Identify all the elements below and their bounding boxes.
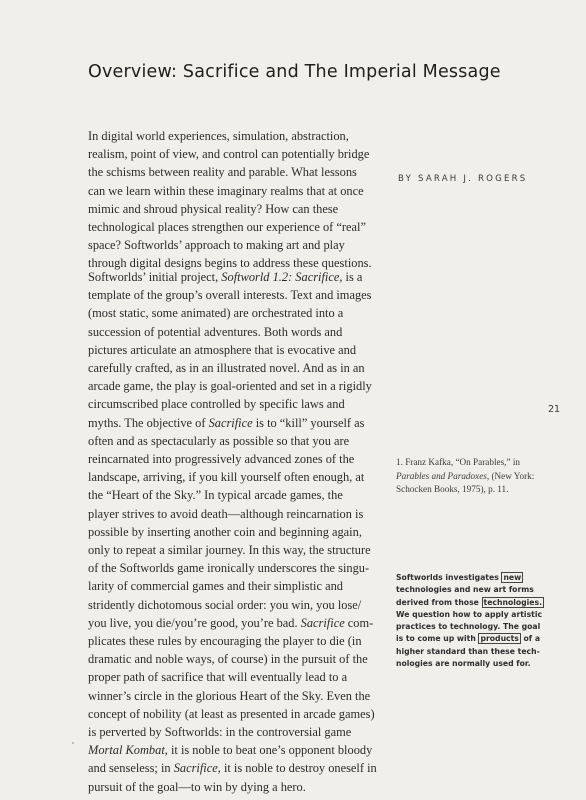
- text-line: arcade game, the play is goal-oriented and set in a rigidly: [88, 379, 372, 394]
- sidebar-line: higher standard than these tech-: [396, 646, 540, 656]
- sidebar-line: derived from those technologies.: [396, 597, 542, 607]
- text-line: myths. The objective of Sacrifice is to “kill” yourself as: [88, 415, 365, 430]
- sidebar-line: technologies and new art forms: [396, 585, 534, 595]
- text-line: stridently dichotomous social order: you win, you lose/: [88, 597, 362, 612]
- text-line: dramatic and noble ways, of course) in the pursuit of the: [88, 652, 368, 667]
- boxed-word: new: [503, 573, 522, 582]
- text-line: the “Heart of the Sky.” In typical arcade games, the: [88, 488, 343, 503]
- text-line: landscape, arriving, if you kill yourself often enough, at: [88, 470, 365, 485]
- text-line: circumscribed place controlled by specific laws and: [88, 397, 345, 412]
- sidebar-line: We question how to apply artistic: [396, 609, 543, 619]
- text-line: possible by inserting another coin and beginning again,: [88, 524, 362, 539]
- text-line: winner’s circle in the glorious Heart of the Sky. Even the: [88, 688, 371, 703]
- text-line: through digital designs begins to address these questions.: [88, 256, 372, 271]
- text-line: realism, point of view, and control can potentially bridge: [88, 147, 370, 162]
- text-line: mimic and shroud physical reality? How can these: [88, 201, 339, 216]
- sidebar-line: nologies are normally used for.: [396, 659, 531, 669]
- text-line: plicates these rules by encouraging the player to die (in: [88, 634, 362, 649]
- footnote-line: Parables and Paradoxes, (New York:: [396, 470, 535, 481]
- boxed-word: technologies.: [483, 597, 542, 607]
- text-line: the schisms between reality and parable. What lessons: [88, 165, 357, 180]
- text-line: player strives to avoid death—although reincarnation is: [88, 506, 364, 521]
- intro-paragraph: [88, 127, 372, 273]
- sidebar-line: practices to technology. The goal: [396, 622, 541, 632]
- text-line: is perverted by Softworlds: in the controversial game: [88, 725, 352, 740]
- text-line: only to repeat a similar journey. In this way, the structure: [88, 543, 371, 558]
- body-paragraph: [88, 268, 377, 796]
- text-line: of the Softworlds game ironically underscores the singu-: [88, 561, 370, 576]
- author-byline: BY SARAH J. ROGERS: [398, 174, 528, 184]
- text-line: technological places strengthen our experience of “real”: [88, 220, 366, 235]
- sidebar-line: Softworlds investigates new: [396, 573, 522, 582]
- text-line: template of the group’s overall interests. Text and images: [88, 288, 372, 303]
- sidebar-line: is to come up with products of a: [396, 634, 541, 644]
- page-number: 21: [548, 404, 561, 415]
- text-line: often and as spectacularly as possible so that you are: [88, 433, 350, 448]
- sidebar-note: [396, 572, 566, 670]
- text-line: succession of potential adventures. Both words and: [88, 324, 343, 339]
- text-line: and senseless; in Sacrifice, it is noble to destroy oneself in: [88, 761, 377, 776]
- text-line: carefully crafted, as in an illustrated novel. And as in an: [88, 361, 365, 376]
- page-speck: [72, 742, 74, 744]
- text-line: In digital world experiences, simulation, abstraction,: [88, 129, 349, 143]
- text-line: Softworlds’ initial project, Softworld 1.2: Sacrifice, is a: [88, 270, 363, 284]
- text-line: larity of commercial games and their simplistic and: [88, 579, 343, 594]
- text-line: pictures articulate an atmosphere that is evocative and: [88, 342, 357, 357]
- page-title: Overview: Sacrifice and The Imperial Message: [88, 62, 501, 82]
- text-line: space? Softworlds’ approach to making art and play: [88, 238, 345, 253]
- text-line: proper path of sacrifice that will eventually lead to a: [88, 670, 348, 685]
- text-line: pursuit of the goal—to win by dying a hero.: [88, 779, 306, 794]
- text-line: concept of nobility (at least as presented in arcade games): [88, 706, 375, 721]
- text-line: can we learn within these imaginary realms that at once: [88, 183, 364, 198]
- text-line: you live, you die/you’re good, you’re bad. Sacrifice com-: [88, 615, 374, 630]
- boxed-word: products: [480, 634, 519, 644]
- footnote-line: Schocken Books, 1975), p. 11.: [396, 484, 509, 495]
- footnote-line: 1. Franz Kafka, “On Parables,” in: [396, 457, 520, 467]
- text-line: reincarnated into progressively advanced zones of the: [88, 452, 355, 467]
- text-line: Mortal Kombat, it is noble to beat one’s opponent bloody: [88, 743, 373, 758]
- text-line: (most static, some animated) are orchestrated into a: [88, 306, 344, 321]
- footnote: [396, 456, 556, 497]
